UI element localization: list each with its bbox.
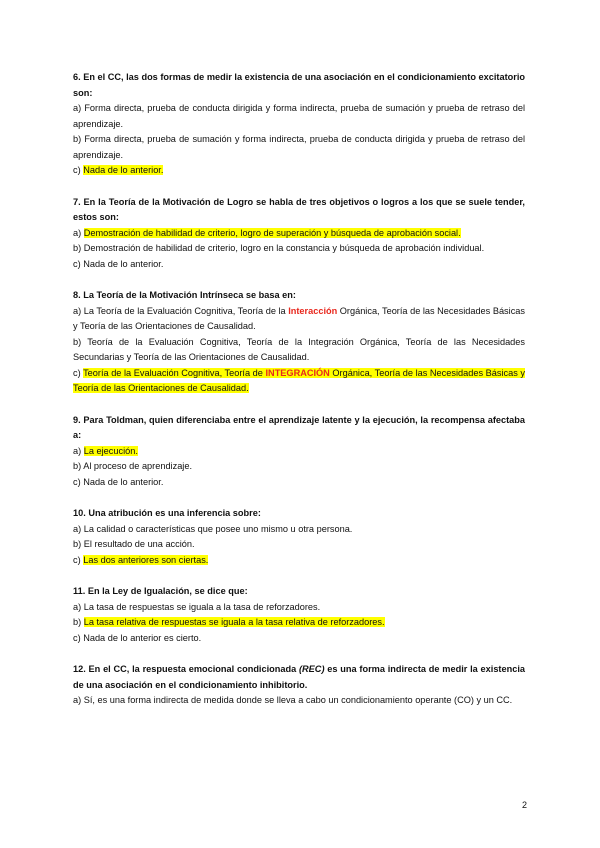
option-label: a) bbox=[73, 445, 84, 456]
option-c: c) Nada de lo anterior es cierto. bbox=[73, 632, 202, 643]
question-7 bbox=[73, 195, 525, 273]
option-c: c) Nada de lo anterior. bbox=[73, 258, 164, 269]
option-a: a) La calidad o características que posee uno mismo u otra persona. bbox=[73, 523, 353, 534]
option-label: c) bbox=[73, 367, 84, 378]
page-number: 2 bbox=[522, 800, 528, 810]
highlighted-answer: Nada de lo anterior. bbox=[83, 165, 164, 175]
question-8 bbox=[73, 288, 525, 397]
option-b: b) Demostración de habilidad de criterio, logro en la constancia y búsqueda de aprobación individual. bbox=[73, 243, 485, 253]
option-a: a) Forma directa, prueba de conducta dirigida y forma indirecta, prueba de sumación y prueba de retraso del aprendizaje. bbox=[73, 103, 525, 129]
option-b: b) El resultado de una acción. bbox=[73, 539, 195, 549]
option-a bbox=[73, 226, 525, 242]
question-12 bbox=[73, 662, 525, 709]
option-label: c) bbox=[73, 554, 84, 565]
option-b: b) Al proceso de aprendizaje. bbox=[73, 461, 193, 471]
option-b bbox=[73, 615, 525, 631]
option-label: a) bbox=[73, 227, 84, 238]
option-b: b) Teoría de la Evaluación Cognitiva, Teoría de la Integración Orgánica, Teoría de las Necesidades Secundarias y Teoría de las Orientaciones de Causalidad. bbox=[73, 336, 525, 362]
option-a: a) La Teoría de la Evaluación Cognitiva, Teoría de la Interacción Orgánica, Teoría de las Necesidades Básicas y Teoría de las Orientaciones de Causalidad. bbox=[73, 305, 525, 331]
question-6 bbox=[73, 70, 525, 179]
option-label: b) bbox=[73, 617, 84, 627]
option-a: a) La tasa de respuestas se iguala a la tasa de reforzadores. bbox=[73, 601, 321, 612]
option-c bbox=[73, 163, 525, 179]
question-11 bbox=[73, 584, 525, 646]
abbreviation: (REC) bbox=[298, 664, 325, 674]
question-title: 6. En el CC, las dos formas de medir la existencia de una asociación en el condicionamiento excitatorio son: bbox=[73, 72, 525, 98]
question-title: 10. Una atribución es una inferencia sobre: bbox=[73, 508, 261, 518]
highlighted-answer: Las dos anteriores son ciertas. bbox=[83, 554, 209, 565]
option-a: a) Sí, es una forma indirecta de medida donde se lleva a cabo un condicionamiento operante (CO) y un CC. bbox=[73, 695, 513, 705]
option-b: b) Forma directa, prueba de sumación y forma indirecta, prueba de conducta dirigida y prueba de retraso del aprendizaje. bbox=[73, 134, 525, 160]
option-c bbox=[73, 553, 525, 569]
question-10 bbox=[73, 506, 525, 568]
highlighted-answer: La tasa relativa de respuestas se iguala a la tasa relativa de reforzadores. bbox=[83, 617, 385, 627]
question-title: 12. En el CC, la respuesta emocional condicionada (REC) es una forma indirecta de medir la existencia de una asociación en el condicionamiento inhibitorio. bbox=[73, 664, 525, 690]
document-page bbox=[73, 70, 525, 725]
option-c: c) Nada de lo anterior. bbox=[73, 476, 164, 487]
question-title: 11. En la Ley de Igualación, se dice que: bbox=[73, 586, 248, 596]
highlighted-answer: La ejecución. bbox=[83, 445, 138, 456]
highlighted-answer: Demostración de habilidad de criterio, logro de superación y búsqueda de aprobación social. bbox=[83, 227, 461, 238]
option-c bbox=[73, 366, 525, 397]
emphasis-word: Interacción bbox=[288, 305, 338, 316]
question-title: 9. Para Toldman, quien diferenciaba entre el aprendizaje latente y la ejecución, la recompensa afectaba a: bbox=[73, 414, 525, 440]
option-label: c) bbox=[73, 165, 84, 175]
emphasis-word: INTEGRACIÓN bbox=[265, 367, 330, 378]
question-title: 8. La Teoría de la Motivación Intrínseca se basa en: bbox=[73, 290, 296, 300]
highlighted-answer: Teoría de la Evaluación Cognitiva, Teoría de INTEGRACIÓN Orgánica, Teoría de las Necesidades Básicas y Teoría de las Orientaciones de Causalidad. bbox=[73, 367, 525, 393]
question-9 bbox=[73, 413, 525, 491]
question-title: 7. En la Teoría de la Motivación de Logro se habla de tres objetivos o logros a los que se suele tender, estos son: bbox=[73, 196, 525, 222]
option-a bbox=[73, 444, 525, 460]
